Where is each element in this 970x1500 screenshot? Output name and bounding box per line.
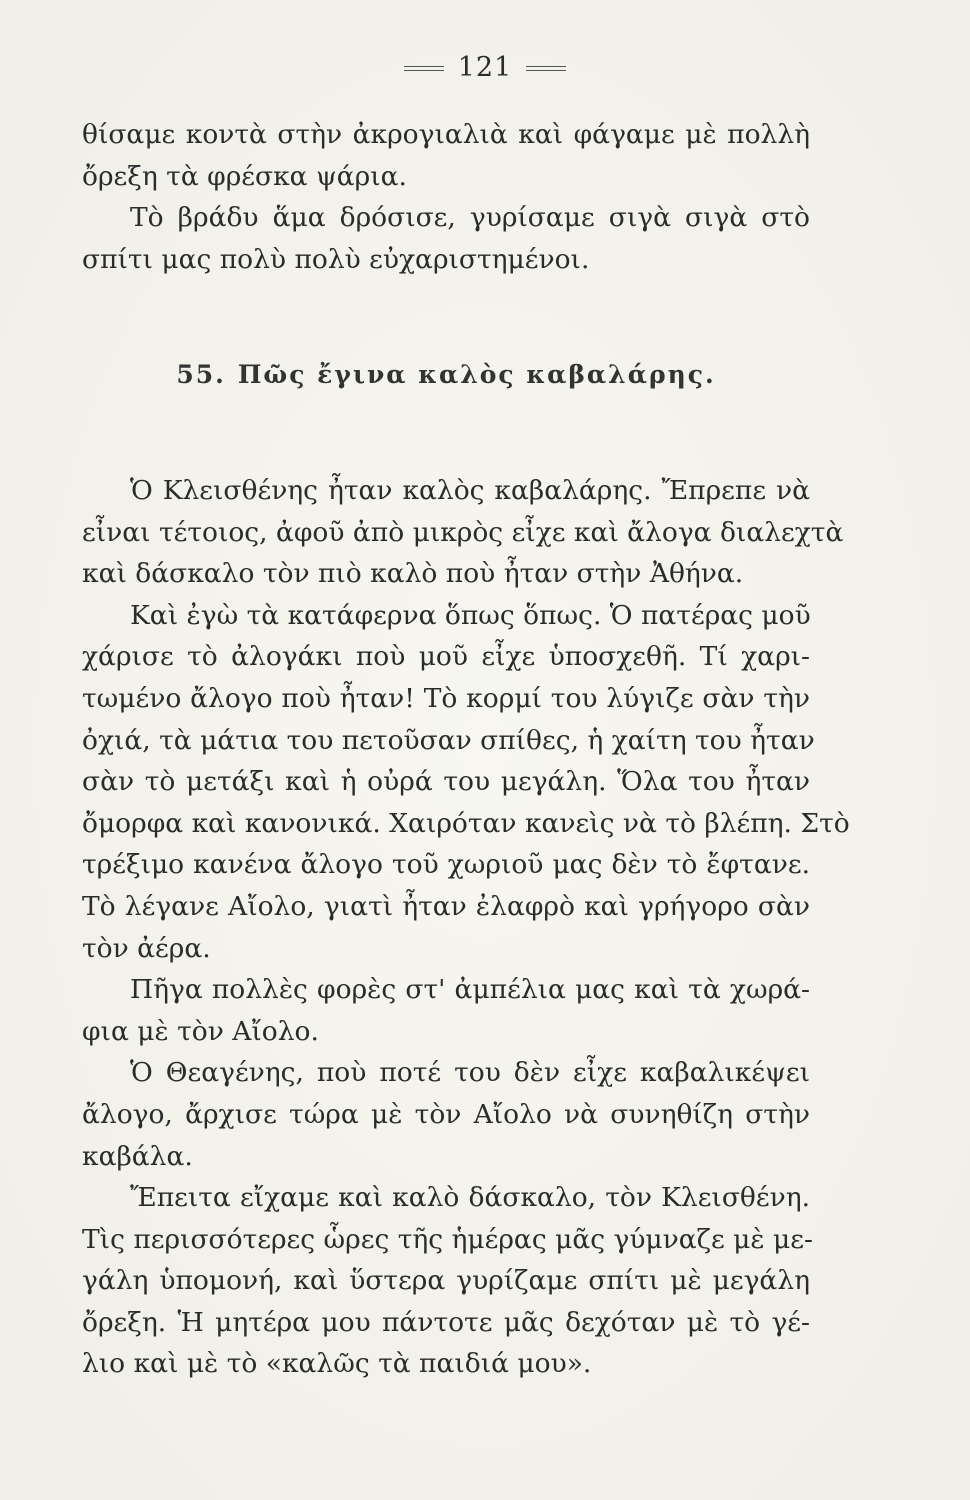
text-line: φια μὲ τὸν Αἴολο. <box>82 1015 319 1047</box>
chapter-title: Πῶς ἔγινα καλὸς καβαλάρης. <box>237 360 716 389</box>
chapter-heading <box>82 360 810 389</box>
text-line: Ὁ Θεαγένης, ποὺ ποτέ του δὲν εἶχε καβαλικέψει <box>130 1057 810 1089</box>
text-line: Τὶς περισσότερες ὧρες τῆς ἡμέρας μᾶς γύμναζε μὲ με- <box>82 1223 813 1255</box>
text-line: ὀχιά, τὰ μάτια του πετοῦσαν σπίθες, ἡ χαίτη του ἦταν <box>82 724 815 756</box>
text-line: Πῆγα πολλὲς φορὲς στ' ἀμπέλια μας καὶ τὰ χωρά- <box>130 974 810 1006</box>
top-paragraph <box>82 114 810 280</box>
text-line: Τὸ λέγανε Αἴολο, γιατὶ ἦταν ἐλαφρὸ καὶ γρήγορο σὰν <box>82 890 810 922</box>
text-line: τωμένο ἄλογο ποὺ ἦταν! Τὸ κορμί του λύγιζε σὰν τὴν <box>82 682 810 714</box>
page-number-rule-left <box>404 66 444 71</box>
page-number-rule-right <box>526 66 566 71</box>
text-line: Ὁ Κλεισθένης ἦταν καλὸς καβαλάρης. Ἔπρεπε νὰ <box>130 475 810 506</box>
text-line: Τὸ βράδυ ἅμα δρόσισε, γυρίσαμε σιγὰ σιγὰ στὸ <box>130 202 810 234</box>
text-line: τὸν ἀέρα. <box>82 932 211 964</box>
text-line: καὶ δάσκαλο τὸν πιὸ καλὸ ποὺ ἦταν στὴν Ἀθήνα. <box>82 558 744 590</box>
text-line: τρέξιμο κανένα ἄλογο τοῦ χωριοῦ μας δὲν τὸ ἔφτανε. <box>82 849 810 881</box>
text-line: θίσαμε κοντὰ στὴν ἀκρογιαλιὰ καὶ φάγαμε μὲ πολλὴ <box>82 119 810 150</box>
text-line: σὰν τὸ μετάξι καὶ ἡ οὐρά του μεγάλη. Ὅλα του ἦταν <box>82 766 810 798</box>
text-line: Ἔπειτα εἴχαμε καὶ καλὸ δάσκαλο, τὸν Κλεισθένη. <box>130 1182 810 1214</box>
text-line: ὄρεξη. Ἡ μητέρα μου πάντοτε μᾶς δεχόταν μὲ τὸ γέ- <box>82 1306 810 1338</box>
chapter-body <box>82 470 850 1385</box>
text-line: καβάλα. <box>82 1140 193 1172</box>
text-line: Καὶ ἐγὼ τὰ κατάφερνα ὅπως ὅπως. Ὁ πατέρας μοῦ <box>130 599 811 631</box>
text-line: ὄρεξη τὰ φρέσκα ψάρια. <box>82 160 407 192</box>
chapter-number: 55. <box>176 360 226 389</box>
text-line: ἄλογο, ἄρχισε τώρα μὲ τὸν Αἴολο νὰ συνηθίζη στὴν <box>82 1098 810 1130</box>
page-number-text: 121 <box>457 52 513 83</box>
text-line: ὄμορφα καὶ κανονικά. Χαιρόταν κανεὶς νὰ τὸ βλέπη. Στὸ <box>82 807 850 839</box>
text-line: εἶναι τέτοιος, ἀφοῦ ἀπὸ μικρὸς εἶχε καὶ ἄλογα διαλεχτὰ <box>82 516 844 548</box>
text-line: γάλη ὑπομονή, καὶ ὕστερα γυρίζαμε σπίτι μὲ μεγάλη <box>82 1265 810 1297</box>
text-line: λιο καὶ μὲ τὸ «καλῶς τὰ παιδιά μου». <box>82 1348 592 1380</box>
text-line: σπίτι μας πολὺ πολὺ εὐχαριστημένοι. <box>82 243 590 275</box>
text-line: χάρισε τὸ ἀλογάκι ποὺ μοῦ εἶχε ὑποσχεθῆ. Τί χαρι- <box>82 641 810 673</box>
page-number <box>0 52 970 83</box>
